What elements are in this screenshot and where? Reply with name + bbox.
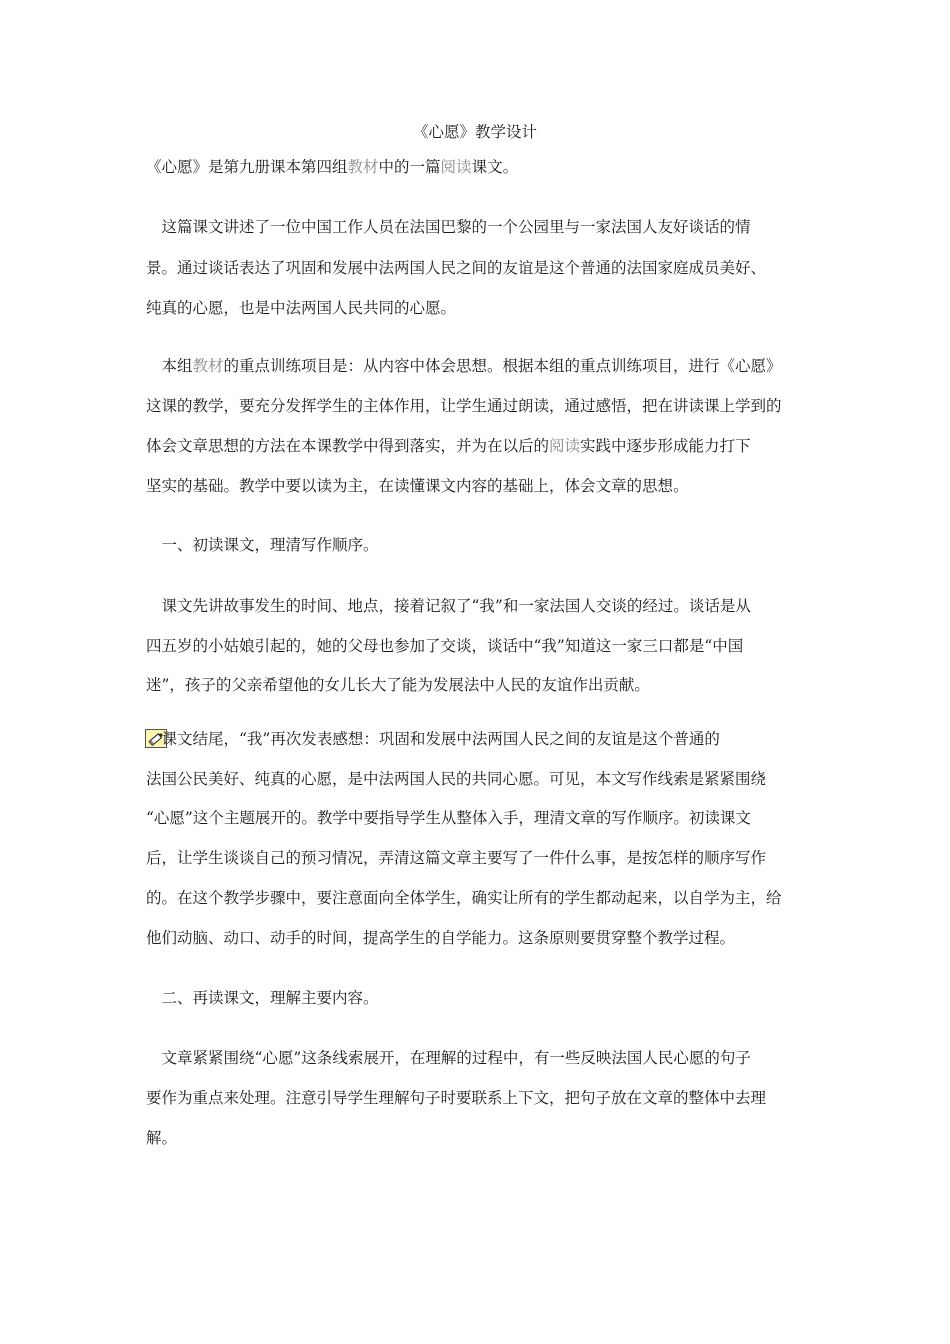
para1-line: 景。通过谈话表达了巩固和发展中法两国人民之间的友谊是这个普通的法国家庭成员美好、 <box>146 259 767 277</box>
para2-line: 本组教材的重点训练项目是：从内容中体会思想。根据本组的重点训练项目，进行《心愿》 <box>146 357 782 375</box>
para4-line: “心愿”这个主题展开的。教学中要指导学生从整体入手，理清文章的写作顺序。初读课文 <box>146 809 751 827</box>
para4-line: 他们动脑、动口、动手的时间，提高学生的自学能力。这条原则要贯穿整个教学过程。 <box>146 929 736 947</box>
section-heading: 二、再读课文，理解主要内容。 <box>146 989 379 1007</box>
textbook-link[interactable]: 教材 <box>347 158 379 176</box>
para4-line: 的。在这个教学步骤中，要注意面向全体学生，确实让所有的学生都动起来，以自学为主，给 <box>146 889 782 907</box>
para1-line: 这篇课文讲述了一位中国工作人员在法国巴黎的一个公园里与一家法国人友好谈话的情 <box>146 218 751 236</box>
para2-line: 体会文章思想的方法在本课教学中得到落实，并为在以后的阅读实践中逐步形成能力打下 <box>146 437 751 455</box>
para5-line: 要作为重点来处理。注意引导学生理解句子时要联系上下文，把句子放在文章的整体中去理 <box>146 1089 767 1107</box>
para2-line: 坚实的基础。教学中要以读为主，在读懂课文内容的基础上，体会文章的思想。 <box>146 477 689 495</box>
reading-link[interactable]: 阅读 <box>440 158 472 176</box>
para4-line: 后，让学生谈谈自己的预习情况，弄清这篇文章主要写了一件什么事，是按怎样的顺序写作 <box>146 849 767 867</box>
section-heading: 一、初读课文，理清写作顺序。 <box>146 536 379 554</box>
para3-line: 迷”，孩子的父亲希望他的女儿长大了能为发展法中人民的友谊作出贡献。 <box>146 676 650 694</box>
para2-line: 这课的教学，要充分发挥学生的主体作用，让学生通过朗读，通过感悟，把在讲读课上学到的 <box>146 397 782 415</box>
para3-line: 四五岁的小姑娘引起的，她的父母也参加了交谈，谈话中“我”知道这一家三口都是“中国 <box>146 637 744 655</box>
para1-line: 纯真的心愿，也是中法两国人民共同的心愿。 <box>146 299 457 317</box>
document-title: 《心愿》教学设计 <box>412 123 537 141</box>
intro-line: 《心愿》是第九册课本第四组教材中的一篇阅读课文。 <box>146 158 519 176</box>
para3-line: 课文先讲故事发生的时间、地点，接着记叙了“我”和一家法国人交谈的经过。谈话是从 <box>146 597 751 615</box>
para4-line: 法国公民美好、纯真的心愿，是中法两国人民的共同心愿。可见，本文写作线索是紧紧围绕 <box>146 770 767 788</box>
reading-link[interactable]: 阅读 <box>549 437 581 455</box>
para5-line: 解。 <box>146 1129 178 1147</box>
textbook-link[interactable]: 教材 <box>192 357 224 375</box>
para4-line: 课文结尾，“我”再次发表感想：巩固和发展中法两国人民之间的友谊是这个普通的 <box>146 730 720 748</box>
para5-line: 文章紧紧围绕“心愿”这条线索展开，在理解的过程中，有一些反映法国人民心愿的句子 <box>146 1049 751 1067</box>
